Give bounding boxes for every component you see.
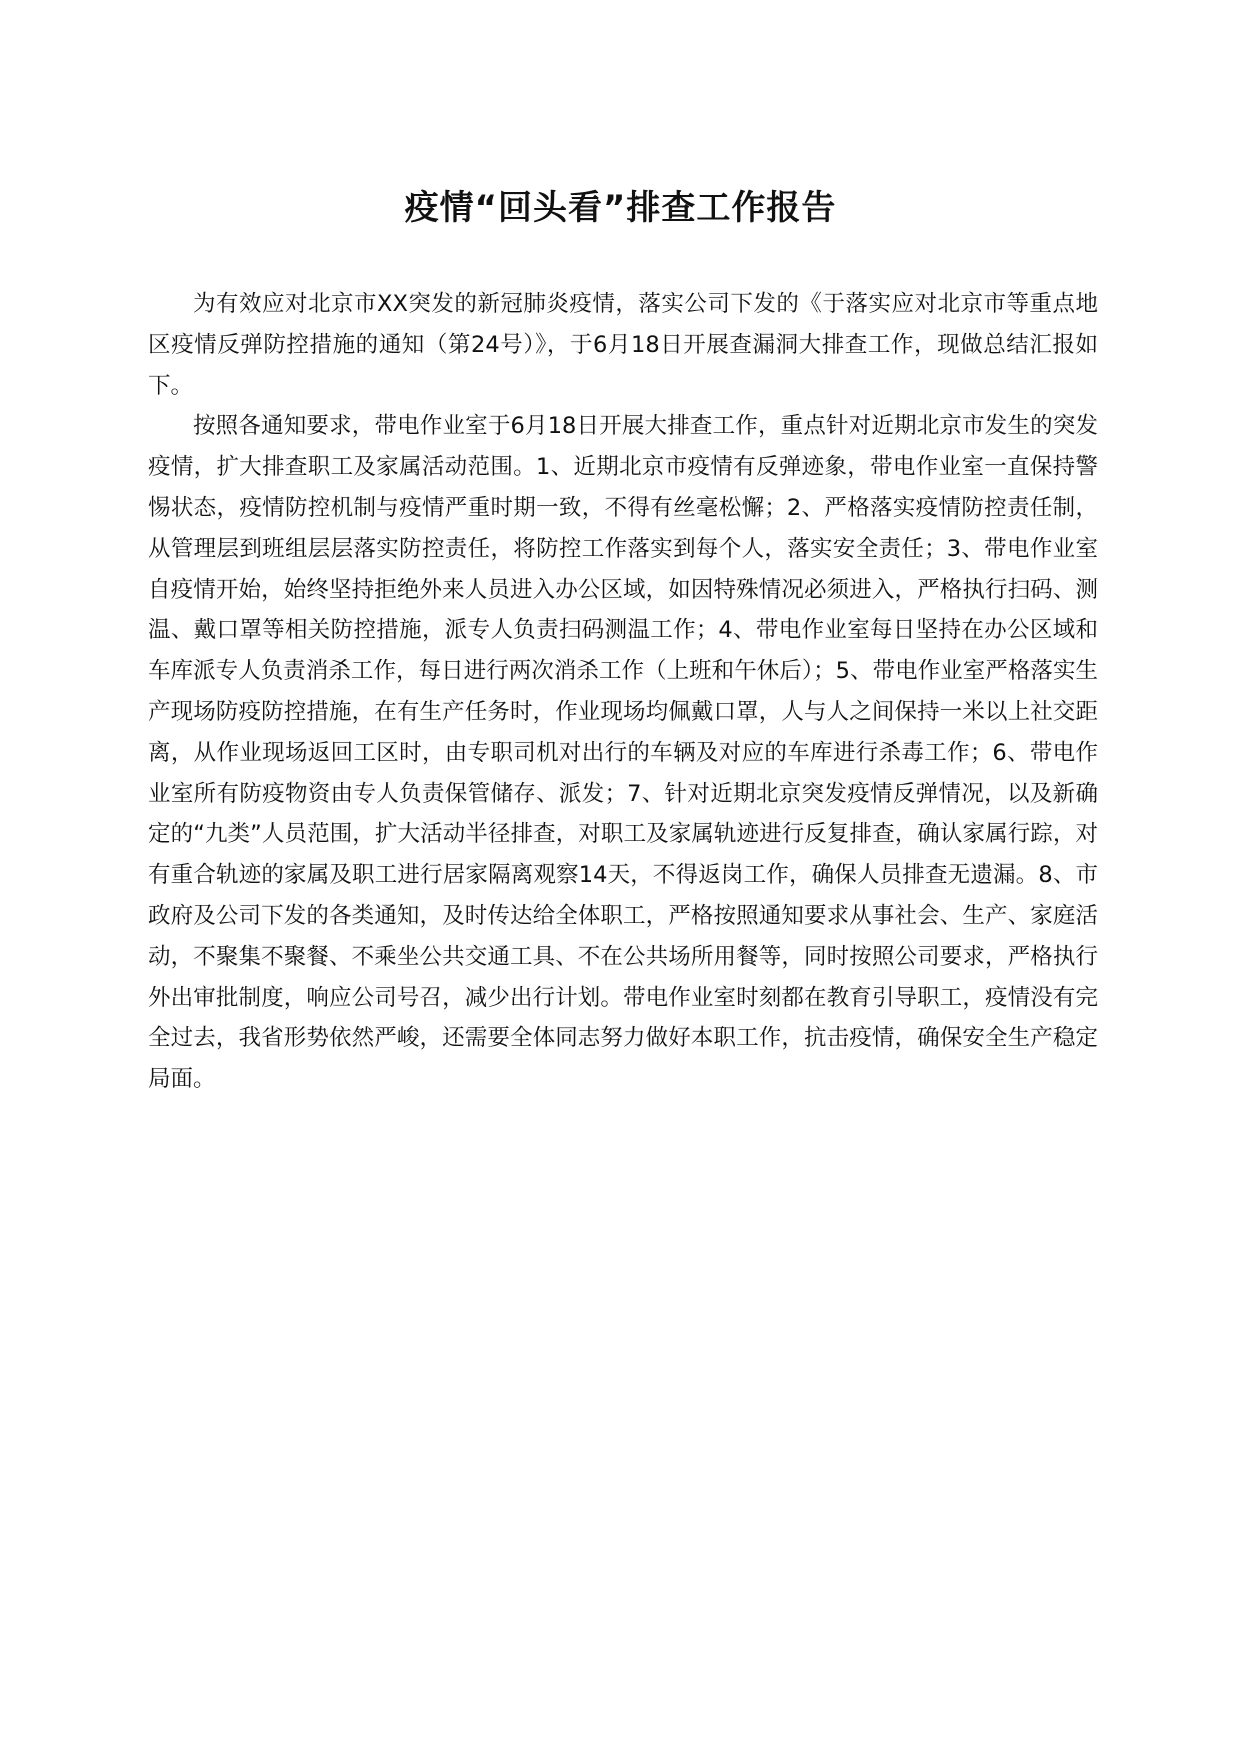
paragraph-details: 按照各通知要求，带电作业室于6月18日开展大排查工作，重点针对近期北京市发生的突发疫情，扩大排查职工及家属活动范围。1、近期北京市疫情有反弹迹象，带电作业室一直保持警惕状态，疫情防控机制与疫情严重时期一致，不得有丝毫松懈；2、严格落实疫情防控责任制，从管理层到班组层层落实防控责任，将防控工作落实到每个人，落实安全责任；3、带电作业室自疫情开始，始终坚持拒绝外来人员进入办公区域，如因特殊情况必须进入，严格执行扫码、测温、戴口罩等相关防控措施，派专人负责扫码测温工作；4、带电作业室每日坚持在办公区域和车库派专人负责消杀工作，每日进行两次消杀工作（上班和午休后）；5、带电作业室严格落实生产现场防疫防控措施，在有生产任务时，作业现场均佩戴口罩，人与人之间保持一米以上社交距离，从作业现场返回工区时，由专职司机对出行的车辆及对应的车库进行杀毒工作；6、带电作业室所有防疫物资由专人负责保管储存、派发；7、针对近期北京突发疫情反弹情况，以及新确定的“九类”人员范围，扩大活动半径排查，对职工及家属轨迹进行反复排查，确认家属行踪，对有重合轨迹的家属及职工进行居家隔离观察14天，不得返岗工作，确保人员排查无遗漏。8、市政府及公司下发的各类通知，及时传达给全体职工，严格按照通知要求从事社会、生产、家庭活动，不聚集不聚餐、不乘坐公共交通工具、不在公共场所用餐等，同时按照公司要求，严格执行外出审批制度，响应公司号召，减少出行计划。带电作业室时刻都在教育引导职工，疫情没有完全过去，我省形势依然严峻，还需要全体同志努力做好本职工作，抗击疫情，确保安全生产稳定局面。 — [148, 413, 1098, 1093]
paragraph-intro: 为有效应对北京市XX突发的新冠肺炎疫情，落实公司下发的《于落实应对北京市等重点地区疫情反弹防控措施的通知（第24号）》，于6月18日开展查漏洞大排查工作，现做总结汇报如下。 — [148, 291, 1098, 399]
document-title: 疫情“回头看”排查工作报告 — [404, 187, 837, 228]
document-body — [148, 284, 1098, 1100]
